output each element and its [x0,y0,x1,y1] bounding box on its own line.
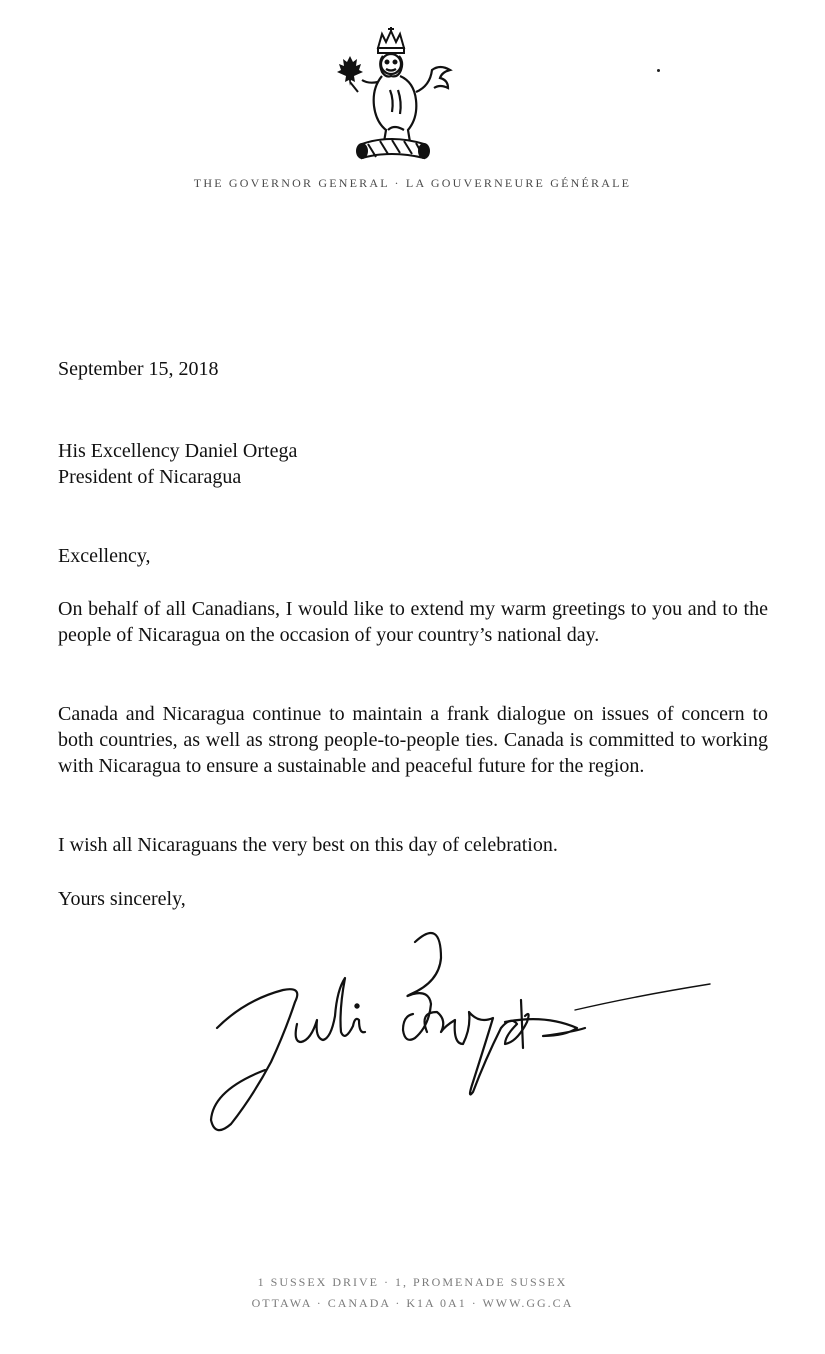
recipient-name: His Excellency Daniel Ortega [58,440,298,462]
recipient-title: President of Nicaragua [58,466,242,488]
body-paragraph-1: On behalf of all Canadians, I would like to extend my warm greetings to you and to the people of Nicaragua on the occasion of your country’s national day. [58,598,768,646]
footer-city-line: OTTAWA · CANADA · K1A 0A1 · WWW.GG.CA [251,1296,574,1310]
body-paragraph-3: I wish all Nicaraguans the very best on this day of celebration. [58,834,558,856]
body-paragraph-2: Canada and Nicaragua continue to maintain a frank dialogue on issues of concern to both countries, as well as strong people-to-people ties. Canada is committed to working with Nicaragua to ensure a sustainable and peaceful future for the region. [58,703,768,777]
handwritten-signature [205,920,715,1150]
letter-date: September 15, 2018 [58,358,219,380]
crest-emblem-icon [328,26,454,162]
scan-speck [657,69,660,72]
letterhead-office-title: THE GOVERNOR GENERAL · LA GOUVERNEURE GÉNÉRALE [193,176,632,190]
salutation: Excellency, [58,545,151,567]
recipient-block [58,438,768,490]
closing: Yours sincerely, [58,888,186,910]
footer-address-line: 1 SUSSEX DRIVE · 1, PROMENADE SUSSEX [257,1275,568,1289]
